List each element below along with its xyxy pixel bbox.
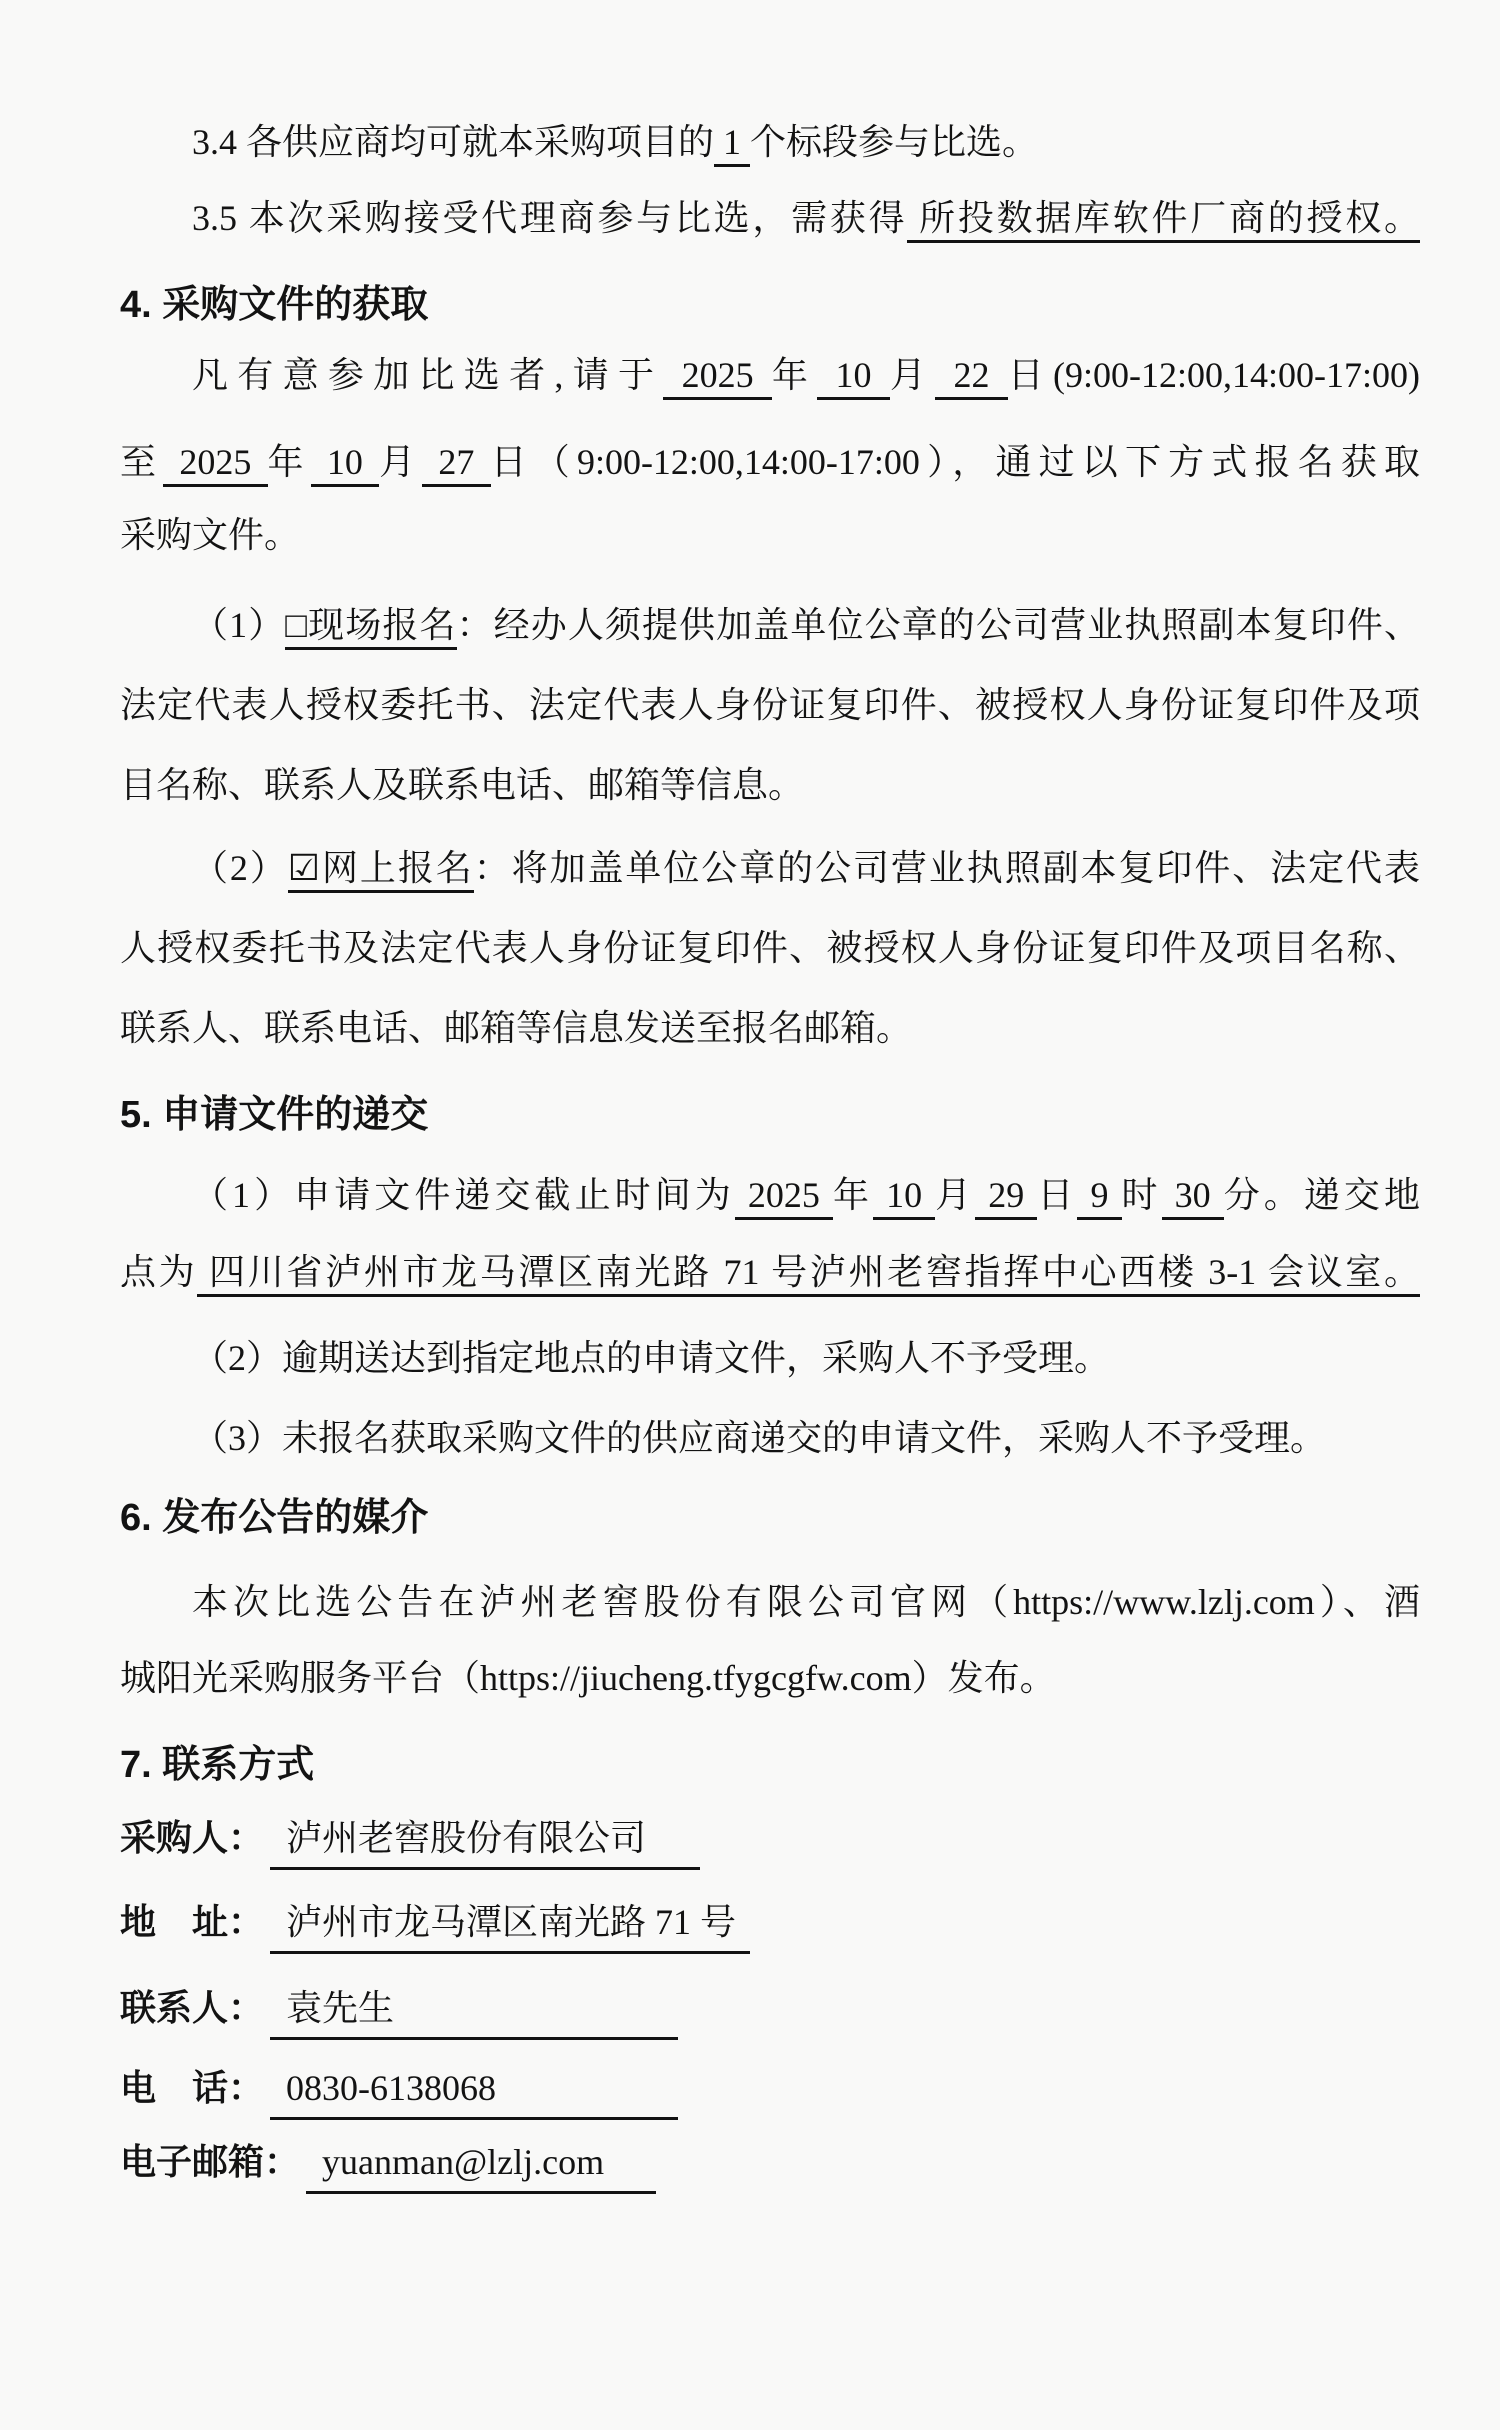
section-4-para-line-3 bbox=[120, 510, 1420, 560]
section-7-heading bbox=[120, 1740, 1420, 1790]
online-registration-line-2 bbox=[120, 923, 1420, 973]
email-label: 电子邮箱： bbox=[120, 2141, 301, 2182]
text-run: 年 bbox=[267, 442, 311, 482]
announcement-media-line-2 bbox=[120, 1653, 1420, 1703]
text-run: （3）未报名获取采购文件的供应商递交的申请文件，采购人不予受理。 bbox=[192, 1418, 1327, 1458]
online-registration-label: 网上报名 bbox=[320, 848, 474, 893]
text-run: 凡有意参加比选者,请于 bbox=[192, 355, 664, 395]
heading-text: 4. 采购文件的获取 bbox=[120, 284, 429, 326]
text-run: 月 bbox=[379, 442, 423, 482]
contact-email-row bbox=[120, 2137, 1420, 2194]
text-run: 分。递交地 bbox=[1223, 1175, 1420, 1215]
filled-blank-authorization: 所投数据库软件厂商的授权。 bbox=[907, 198, 1420, 243]
text-run: 日 bbox=[1037, 1175, 1078, 1215]
announcement-media-line-1 bbox=[120, 1577, 1420, 1627]
filled-blank-month: 10 bbox=[873, 1175, 935, 1220]
text-run: （2） bbox=[192, 848, 288, 888]
clause-3-4 bbox=[120, 117, 1420, 167]
contact-person-value: 袁先生 bbox=[270, 1983, 678, 2040]
text-run: 日(9:00-12:00,14:00-17:00) bbox=[1007, 355, 1421, 395]
section-4-para-line-2 bbox=[120, 437, 1420, 487]
checkbox-unchecked-icon: □ bbox=[285, 605, 308, 650]
purchaser-value: 泸州老窖股份有限公司 bbox=[270, 1813, 700, 1870]
section-4-heading bbox=[120, 280, 1420, 330]
clause-5-3 bbox=[120, 1413, 1420, 1463]
text-run: 月 bbox=[889, 355, 936, 395]
phone-value: 0830-6138068 bbox=[270, 2063, 678, 2120]
heading-text: 6. 发布公告的媒介 bbox=[120, 1497, 429, 1539]
text-run: 至 bbox=[120, 442, 164, 482]
text-run: 3.4 各供应商均可就本采购项目的 bbox=[192, 122, 715, 162]
filled-blank-day: 22 bbox=[935, 355, 1008, 400]
text-run: （2）逾期送达到指定地点的申请文件，采购人不予受理。 bbox=[192, 1338, 1111, 1378]
address-value: 泸州市龙马潭区南光路 71 号 bbox=[270, 1897, 750, 1954]
online-registration-line-3 bbox=[120, 1003, 1420, 1053]
text-run: 目名称、联系人及联系电话、邮箱等信息。 bbox=[120, 765, 805, 805]
text-run: 年 bbox=[832, 1175, 874, 1215]
text-run: （1） bbox=[192, 605, 286, 645]
address-label: 地 址： bbox=[120, 1901, 265, 1942]
clause-5-2 bbox=[120, 1333, 1420, 1383]
text-run: 城阳光采购服务平台（https://jiucheng.tfygcgfw.com）发布。 bbox=[120, 1658, 1056, 1698]
contact-phone-row bbox=[120, 2063, 1420, 2120]
text-run: 采购文件。 bbox=[120, 515, 301, 555]
text-run: 月 bbox=[935, 1175, 976, 1215]
text-run: 3.5 本次采购接受代理商参与比选，需获得 bbox=[192, 198, 908, 238]
phone-label: 电 话： bbox=[120, 2067, 265, 2108]
contact-purchaser-row bbox=[120, 1813, 1420, 1870]
checkbox-checked-icon: ☑ bbox=[288, 848, 320, 893]
text-run: 日（9:00-12:00,14:00-17:00），通过以下方式报名获取 bbox=[490, 442, 1420, 482]
onsite-registration-line-3 bbox=[120, 760, 1420, 810]
onsite-registration-line-2 bbox=[120, 680, 1420, 730]
text-run: 人授权委托书及法定代表人身份证复印件、被授权人身份证复印件及项目名称、 bbox=[120, 928, 1420, 968]
filled-blank-lot-count: 1 bbox=[714, 122, 750, 167]
filled-blank-hour: 9 bbox=[1077, 1175, 1121, 1220]
email-value: yuanman@lzlj.com bbox=[306, 2137, 656, 2194]
filled-blank-month: 10 bbox=[311, 442, 379, 487]
text-run: 点为 bbox=[120, 1252, 198, 1292]
section-4-para-line-1 bbox=[120, 350, 1420, 400]
text-run: ：经办人须提供加盖单位公章的公司营业执照副本复印件、 bbox=[456, 605, 1420, 645]
filled-blank-year: 2025 bbox=[163, 442, 267, 487]
online-registration-line-1 bbox=[120, 843, 1420, 893]
purchaser-label: 采购人： bbox=[120, 1817, 265, 1858]
onsite-registration-line-1 bbox=[120, 600, 1420, 650]
text-run: 法定代表人授权委托书、法定代表人身份证复印件、被授权人身份证复印件及项 bbox=[120, 685, 1420, 725]
contact-address-row bbox=[120, 1897, 1420, 1954]
section-6-heading bbox=[120, 1493, 1420, 1543]
filled-blank-day: 29 bbox=[975, 1175, 1037, 1220]
text-run: （1）申请文件递交截止时间为 bbox=[192, 1175, 735, 1215]
filled-blank-minute: 30 bbox=[1162, 1175, 1224, 1220]
text-run: 个标段参与比选。 bbox=[750, 122, 1039, 162]
text-run: 时 bbox=[1121, 1175, 1162, 1215]
section-5-heading bbox=[120, 1090, 1420, 1140]
text-run: ：将加盖单位公章的公司营业执照副本复印件、法定代表 bbox=[473, 848, 1420, 888]
text-run: 年 bbox=[771, 355, 818, 395]
filled-blank-year: 2025 bbox=[663, 355, 772, 400]
contact-person-row bbox=[120, 1983, 1420, 2040]
text-run: 本次比选公告在泸州老窖股份有限公司官网（https://www.lzlj.com）、酒 bbox=[192, 1582, 1420, 1622]
filled-blank-year: 2025 bbox=[735, 1175, 833, 1220]
heading-text: 5. 申请文件的递交 bbox=[120, 1094, 429, 1136]
clause-3-5 bbox=[120, 193, 1420, 243]
contact-person-label: 联系人： bbox=[120, 1987, 265, 2028]
deadline-line-1 bbox=[120, 1170, 1420, 1220]
onsite-registration-label: 现场报名 bbox=[308, 605, 456, 650]
deadline-line-2 bbox=[120, 1247, 1420, 1297]
text-run: 联系人、联系电话、邮箱等信息发送至报名邮箱。 bbox=[120, 1008, 913, 1048]
filled-blank-day: 27 bbox=[422, 442, 490, 487]
heading-text: 7. 联系方式 bbox=[120, 1744, 315, 1786]
filled-blank-address: 四川省泸州市龙马潭区南光路 71 号泸州老窖指挥中心西楼 3-1 会议室。 bbox=[197, 1252, 1420, 1297]
filled-blank-month: 10 bbox=[817, 355, 890, 400]
